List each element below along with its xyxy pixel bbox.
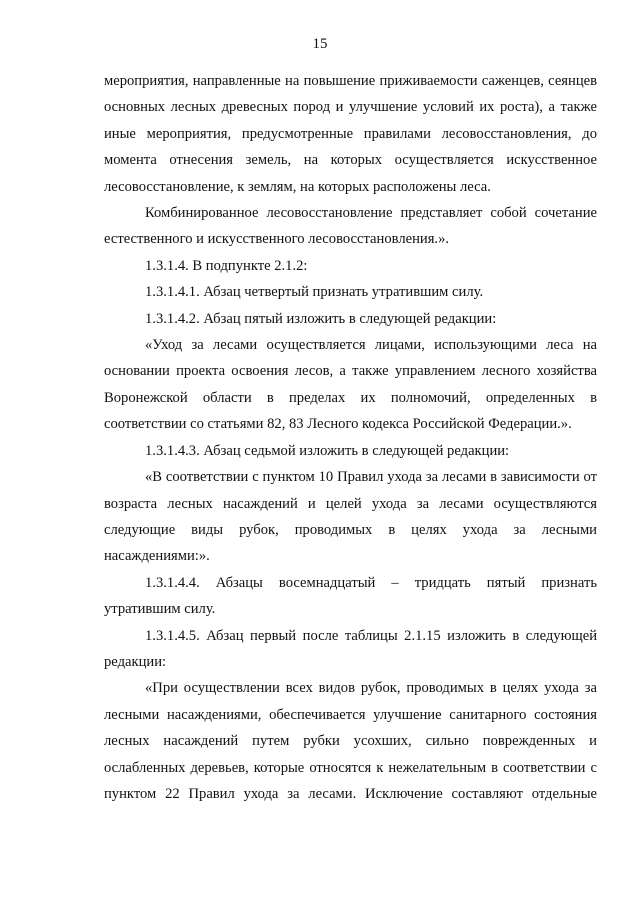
paragraph-1-3-1-4-4: 1.3.1.4.4. Абзацы восемнадцатый – тридцать пятый признать утратившим силу.: [104, 574, 597, 618]
paragraph-quote-sanitary-state: «При осуществлении всех видов рубок, проводимых в целях ухода за лесными насаждениями, обеспечивается улучшение санитарного состояния лесных насаждений путем рубки усохших, сильно поврежденных и ослабленных деревьев, которые относятся к нежелательным в соответствии с пунктом 22 Правил ухода за лесами. Исключение составляют отдельные: [104, 680, 597, 802]
document-body: [104, 68, 597, 807]
paragraph-1-3-1-4-5: 1.3.1.4.5. Абзац первый после таблицы 2.1.15 изложить в следующей редакции:: [104, 627, 597, 670]
paragraph-combined-reforestation: Комбинированное лесовосстановление представляет собой сочетание естественного и искусственного лесовосстановления.».: [104, 205, 597, 248]
paragraph-continuation: мероприятия, направленные на повышение приживаемости саженцев, сеянцев основных лесных древесных пород и улучшение условий их роста), а также иные мероприятия, предусмотренные правилами лесовосстановления, до момента отнесения земель, на которых осуществляется искусственное лесовосстановление, к землям, на которых расположены леса.: [104, 73, 597, 195]
paragraph-1-3-1-4: 1.3.1.4. В подпункте 2.1.2:: [145, 257, 308, 274]
page-number: 15: [312, 36, 328, 52]
paragraph-1-3-1-4-2: 1.3.1.4.2. Абзац пятый изложить в следующей редакции:: [145, 310, 497, 327]
paragraph-1-3-1-4-1: 1.3.1.4.1. Абзац четвертый признать утратившим силу.: [145, 284, 484, 301]
paragraph-quote-forest-care: «Уход за лесами осуществляется лицами, использующими леса на основании проекта освоения лесов, а также управлением лесного хозяйства Воронежской области в пределах их полномочий, определенных в соответствии со статьями 82, 83 Лесного кодекса Российской Федерации.».: [104, 337, 597, 433]
paragraph-quote-cutting-types: «В соответствии с пунктом 10 Правил ухода за лесами в зависимости от возраста лесных насаждений и целей ухода за лесами осуществляются следующие виды рубок, проводимых в целях ухода за лесными насаждениями:».: [104, 469, 597, 565]
paragraph-1-3-1-4-3: 1.3.1.4.3. Абзац седьмой изложить в следующей редакции:: [145, 442, 510, 459]
